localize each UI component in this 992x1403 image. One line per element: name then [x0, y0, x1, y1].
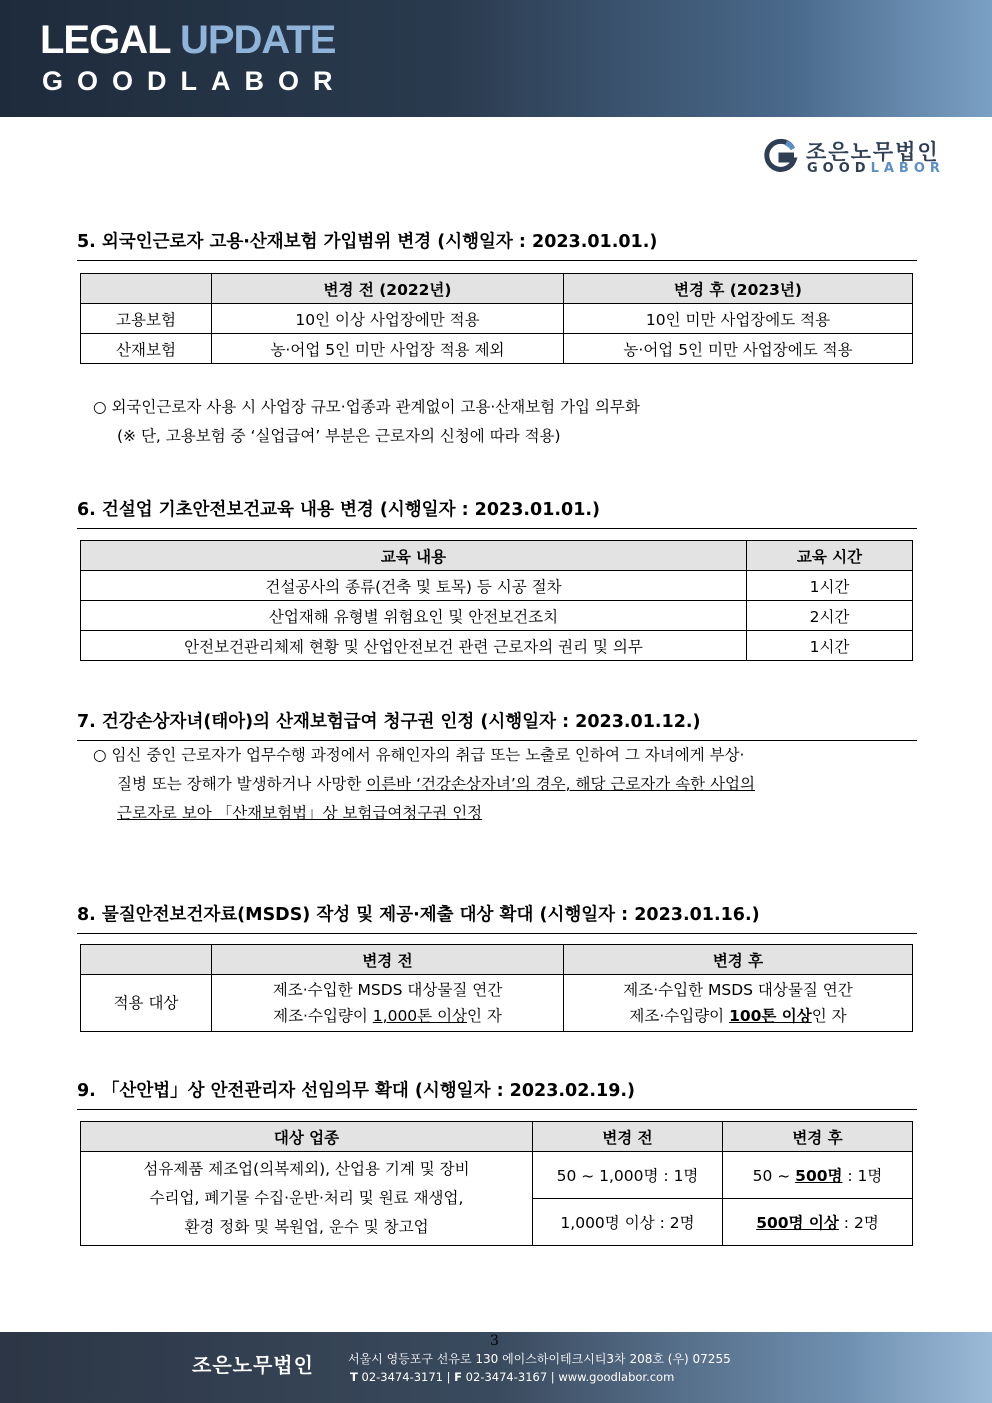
- header-subtitle: GOODLABOR: [42, 66, 347, 96]
- section-5-title: 5. 외국인근로자 고용·산재보험 가입범위 변경 (시행일자 : 2023.01.01.): [77, 228, 917, 261]
- table-cell: 농·어업 5인 미만 사업장 적용 제외: [212, 334, 564, 364]
- table-cell: 1,000명 이상 : 2명: [533, 1199, 723, 1246]
- table-cell: 농·어업 5인 미만 사업장에도 적용: [564, 334, 913, 364]
- table-cell: 50 ~ 500명 : 1명: [723, 1152, 913, 1199]
- table-cell: 500명 이상 : 2명: [723, 1199, 913, 1246]
- table-row: [81, 334, 913, 364]
- table-row: [81, 304, 913, 334]
- table-row: [81, 601, 913, 631]
- table-header-row: [81, 1122, 913, 1152]
- table-row: [81, 975, 913, 1032]
- table-header-row: [81, 541, 913, 571]
- section-8-title: 8. 물질안전보건자료(MSDS) 작성 및 제공·제출 대상 확대 (시행일자 : 2023.01.16.): [77, 901, 917, 934]
- table-header-cell: 교육 내용: [81, 541, 747, 571]
- table-cell: 제조·수입한 MSDS 대상물질 연간 제조·수입량이 100톤 이상인 자: [564, 975, 913, 1032]
- table-cell: 적용 대상: [81, 975, 212, 1032]
- table-cell: 안전보건관리체제 현황 및 산업안전보건 관련 근로자의 권리 및 의무: [81, 631, 747, 661]
- table-cell: 섬유제품 제조업(의복제외), 산업용 기계 및 장비 수리업, 폐기물 수집·운반·처리 및 원료 재생업, 환경 정화 및 복원업, 운수 및 창고업: [81, 1152, 533, 1246]
- table-row: [81, 571, 913, 601]
- table-header-row: [81, 945, 913, 975]
- section-6-table: [80, 540, 913, 661]
- table-header-cell: 변경 전: [212, 945, 564, 975]
- table-cell: 고용보험: [81, 304, 212, 334]
- table-header-cell: 대상 업종: [81, 1122, 533, 1152]
- section-8-table: [80, 944, 913, 1032]
- footer-brand: 조은노무법인: [192, 1353, 314, 1377]
- company-logo: [762, 136, 952, 180]
- table-header-cell: [81, 274, 212, 304]
- page-number: 3: [490, 1333, 499, 1349]
- table-header-cell: 변경 전 (2022년): [212, 274, 564, 304]
- section-7-body: ○ 임신 중인 근로자가 업무수행 과정에서 유해인자의 취급 또는 노출로 인하여 그 자녀에게 부상· 질병 또는 장해가 발생하거나 사망한 이른바 ‘건강손상자녀’의 경우, 해당 근로자가 속한 사업의 근로자로 보아 「산재보험법」상 보험급여청구권 인정: [93, 746, 755, 822]
- table-cell: 산업재해 유형별 위험요인 및 안전보건조치: [81, 601, 747, 631]
- table-row: [81, 1152, 913, 1199]
- logo-english-name: GOODLABOR: [807, 161, 945, 176]
- logo-korean-name: 조은노무법인: [806, 140, 940, 164]
- table-header-cell: 변경 전: [533, 1122, 723, 1152]
- table-cell: 1시간: [747, 571, 913, 601]
- section-7-title: 7. 건강손상자녀(태아)의 산재보험급여 청구권 인정 (시행일자 : 2023.01.12.): [77, 708, 917, 741]
- table-header-cell: 변경 후: [564, 945, 913, 975]
- table-cell: 50 ~ 1,000명 : 1명: [533, 1152, 723, 1199]
- table-cell: 산재보험: [81, 334, 212, 364]
- table-header-cell: 교육 시간: [747, 541, 913, 571]
- table-header-row: [81, 274, 913, 304]
- table-cell: 2시간: [747, 601, 913, 631]
- footer-contact: T 02-3474-3171 | F 02-3474-3167 | www.goodlabor.com: [350, 1370, 675, 1384]
- table-cell: 제조·수입한 MSDS 대상물질 연간 제조·수입량이 1,000톤 이상인 자: [212, 975, 564, 1032]
- header-banner: [0, 0, 992, 117]
- table-header-cell: [81, 945, 212, 975]
- logo-g-icon: [762, 138, 798, 174]
- table-cell: 10인 이상 사업장에만 적용: [212, 304, 564, 334]
- footer-address: 서울시 영등포구 선유로 130 에이스하이테크시티3차 208호 (우) 07255: [348, 1352, 731, 1366]
- header-title: LEGAL UPDATE: [40, 18, 336, 62]
- table-header-cell: 변경 후 (2023년): [564, 274, 913, 304]
- section-9-title: 9. 「산안법」상 안전관리자 선임의무 확대 (시행일자 : 2023.02.19.): [77, 1077, 917, 1110]
- section-6-title: 6. 건설업 기초안전보건교육 내용 변경 (시행일자 : 2023.01.01.): [77, 496, 917, 529]
- table-header-cell: 변경 후: [723, 1122, 913, 1152]
- section-9-table: [80, 1121, 913, 1246]
- table-cell: 10인 미만 사업장에도 적용: [564, 304, 913, 334]
- section-5-note: ○ 외국인근로자 사용 시 사업장 규모·업종과 관계없이 고용·산재보험 가입 의무화 (※ 단, 고용보험 중 ‘실업급여’ 부분은 근로자의 신청에 따라 적용): [93, 398, 640, 445]
- section-5-table: [80, 273, 913, 364]
- table-cell: 건설공사의 종류(건축 및 토목) 등 시공 절차: [81, 571, 747, 601]
- table-cell: 1시간: [747, 631, 913, 661]
- table-row: [81, 631, 913, 661]
